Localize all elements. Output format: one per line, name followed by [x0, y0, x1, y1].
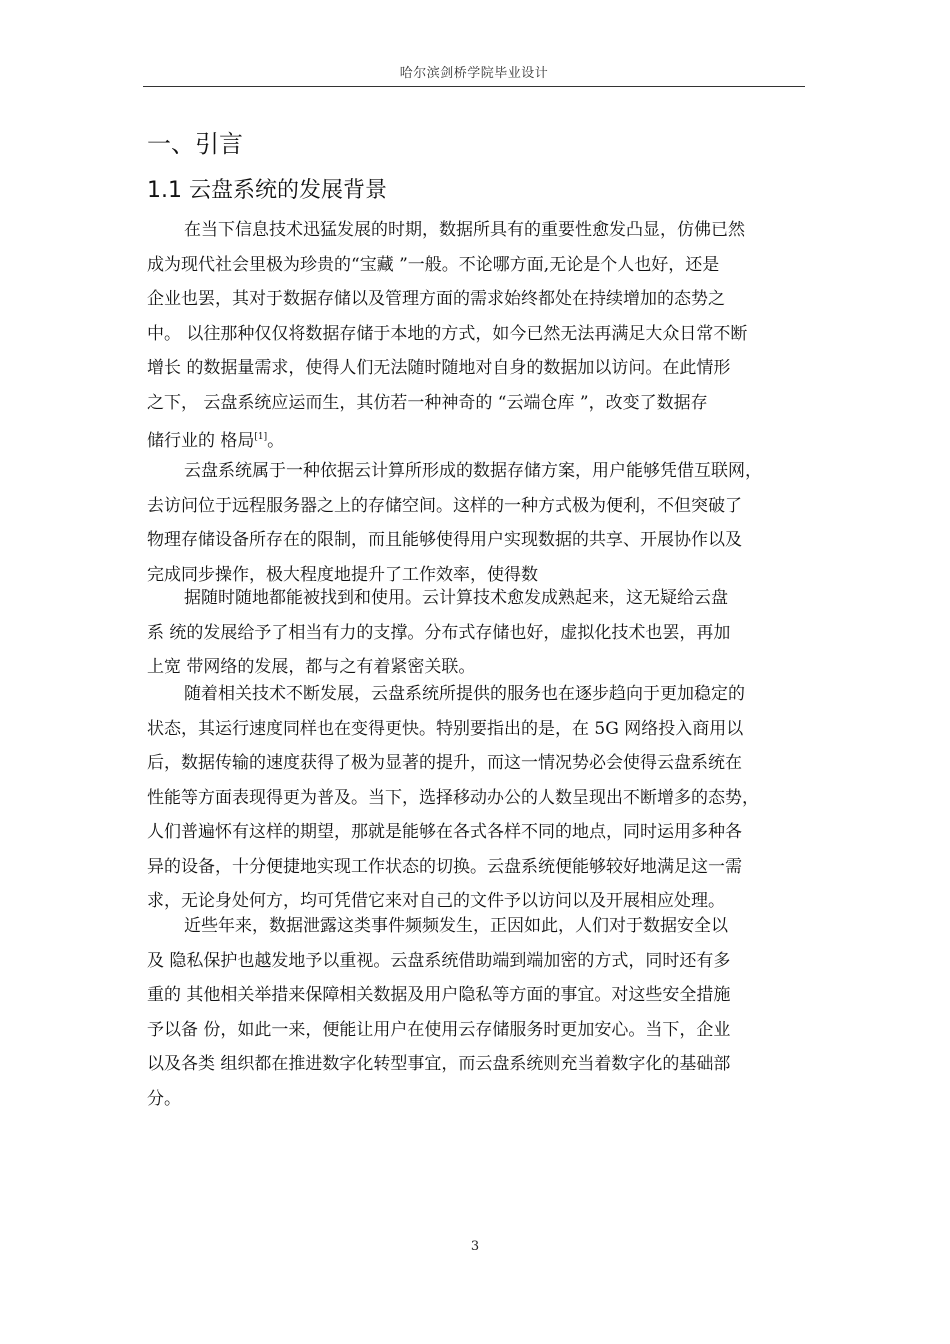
paragraph-line: 分。	[147, 1088, 181, 1109]
header-rule	[143, 86, 805, 87]
paragraph-line-tail: 。	[267, 431, 285, 451]
section-title: 1.1 云盘系统的发展背景	[147, 178, 387, 203]
paragraph-line: 予以备 份，如此一来，便能让用户在使用云存储服务时更加安心。当下，企业	[147, 1019, 731, 1040]
chapter-title: 一、引言	[147, 130, 243, 158]
citation-ref: [1]	[254, 432, 268, 442]
paragraph-line: 系 统的发展给予了相当有力的支撑。分布式存储也好，虚拟化技术也罢，再加	[147, 622, 731, 643]
paragraph-line: 完成同步操作，极大程度地提升了工作效率，使得数	[147, 564, 538, 585]
paragraph-line: 性能等方面表现得更为普及。当下，选择移动办公的人数呈现出不断增多的态势，	[147, 787, 759, 808]
paragraph-line: 据随时随地都能被找到和使用。云计算技术愈发成熟起来，这无疑给云盘	[184, 588, 728, 608]
paragraph-line-text: 储行业的 格局	[147, 431, 255, 451]
paragraph-line: 中。 以往那种仅仅将数据存储于本地的方式，如今已然无法再满足大众日常不断	[147, 323, 748, 344]
paragraph-line: 上宽 带网络的发展，都与之有着紧密关联。	[147, 657, 476, 677]
paragraph-line: 异的设备，十分便捷地实现工作状态的切换。云盘系统便能够较好地满足这一需	[147, 856, 742, 877]
paragraph-line: 成为现代社会里极为珍贵的“宝藏 ”一般。不论哪方面,无论是个人也好，还是	[147, 254, 720, 275]
paragraph-2	[147, 454, 809, 592]
paragraph-line: 云盘系统属于一种依据云计算所形成的数据存储方案，用户能够凭借互联网，	[184, 461, 762, 481]
paragraph-line: 增长 的数据量需求，使得人们无法随时随地对自身的数据加以访问。在此情形	[147, 358, 731, 378]
paragraph-line: 近些年来，数据泄露这类事件频频发生，正因如此，人们对于数据安全以	[184, 916, 728, 936]
paragraph-4	[147, 677, 809, 919]
paragraph-line: 状态，其运行速度同样也在变得更快。特别要指出的是，在 5G 网络投入商用以	[147, 718, 744, 739]
paragraph-line: 重的 其他相关举措来保障相关数据及用户隐私等方面的事宜。对这些安全措施	[147, 985, 731, 1005]
paragraph-line: 在当下信息技术迅猛发展的时期，数据所具有的重要性愈发凸显，仿佛已然	[184, 220, 745, 240]
paragraph-line: 人们普遍怀有这样的期望，那就是能够在各式各样不同的地点，同时运用多种各	[147, 822, 742, 842]
paragraph-line: 以及各类 组织都在推进数字化转型事宜，而云盘系统则充当着数字化的基础部	[147, 1054, 731, 1074]
paragraph-line: 求，无论身处何方，均可凭借它来对自己的文件予以访问以及开展相应处理。	[147, 891, 725, 911]
running-header: 哈尔滨剑桥学院毕业设计	[399, 66, 549, 81]
page-number: 3	[470, 1239, 480, 1254]
paragraph-1	[147, 213, 809, 459]
paragraph-line: 后，数据传输的速度获得了极为显著的提升，而这一情况势必会使得云盘系统在	[147, 753, 742, 773]
paragraph-line: 物理存储设备所存在的限制，而且能够使得用户实现数据的共享、开展协作以及	[147, 530, 742, 550]
paragraph-line: 随着相关技术不断发展，云盘系统所提供的服务也在逐步趋向于更加稳定的	[184, 684, 745, 704]
paragraph-line-last	[147, 420, 809, 459]
paragraph-line: 企业也罢，其对于数据存储以及管理方面的需求始终都处在持续增加的态势之	[147, 289, 725, 309]
paragraph-line: 去访问位于远程服务器之上的存储空间。这样的一种方式极为便利，不但突破了	[147, 495, 742, 516]
paragraph-5	[147, 909, 809, 1116]
paragraph-3	[147, 581, 809, 685]
paragraph-line: 及 隐私保护也越发地予以重视。云盘系统借助端到端加密的方式，同时还有多	[147, 950, 731, 971]
paragraph-line: 之下， 云盘系统应运而生，其仿若一种神奇的 “云端仓库 ”，改变了数据存	[147, 392, 708, 413]
